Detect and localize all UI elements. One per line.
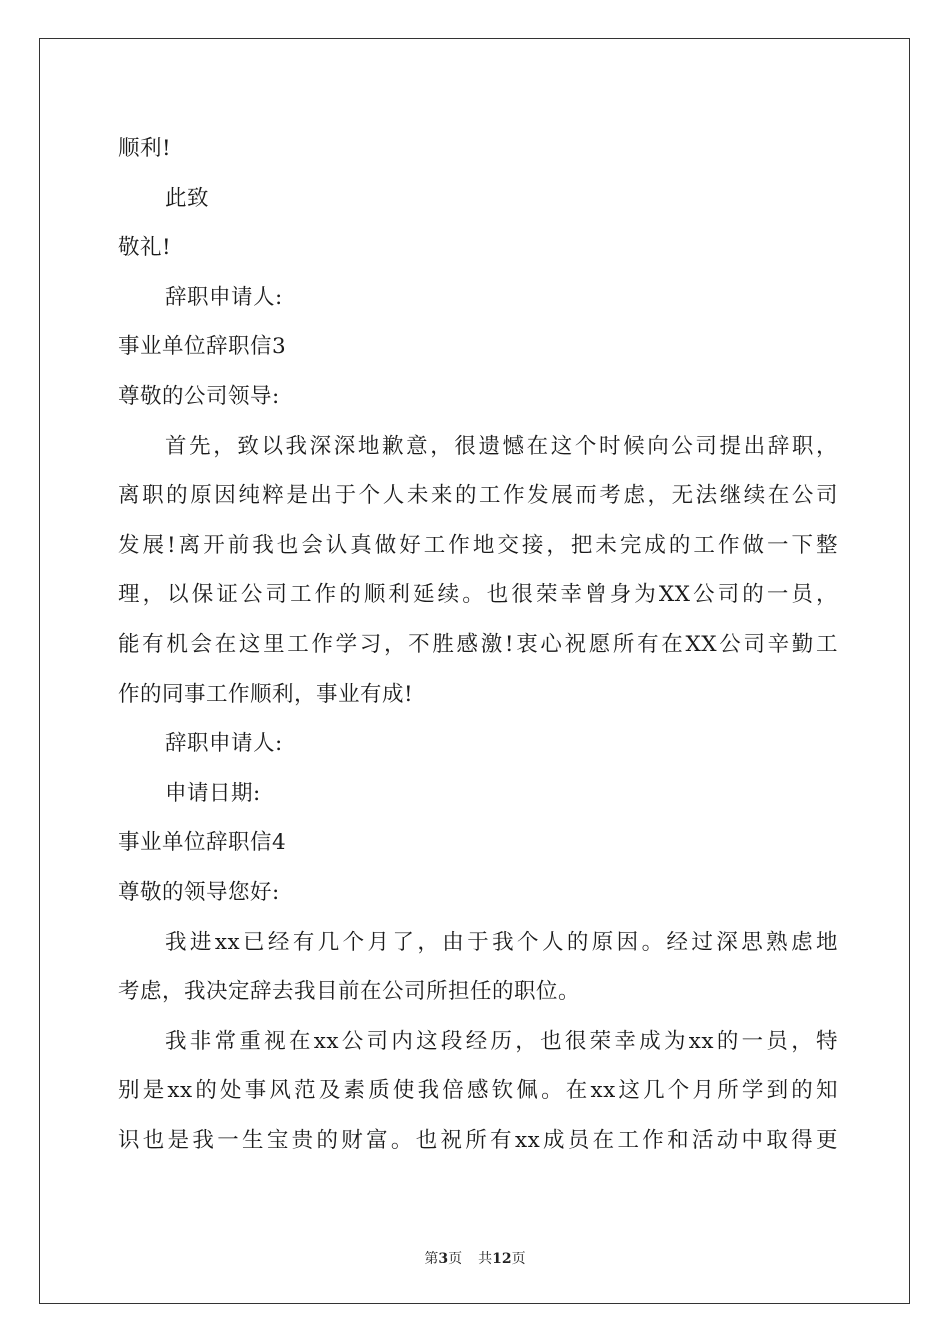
text-line: 首先，致以我深深地歉意，很遗憾在这个时候向公司提出辞职， xyxy=(165,433,838,459)
text-line: 我进xx已经有几个月了，由于我个人的原因。经过深思熟虑地 xyxy=(165,929,838,955)
text-line: 别是xx的处事风范及素质使我倍感钦佩。在xx这几个月所学到的知 xyxy=(118,1078,838,1104)
text-line: 离职的原因纯粹是出于个人未来的工作发展而考虑，无法继续在公司 xyxy=(118,483,838,509)
salutation: 尊敬的公司领导: xyxy=(118,383,280,409)
total-page-count: 12 xyxy=(492,1251,512,1267)
page-prefix: 第 xyxy=(424,1251,439,1267)
text-line: 考虑，我决定辞去我目前在公司所担任的职位。 xyxy=(118,979,581,1005)
text-line: 顺利! xyxy=(118,136,172,161)
text-line: 作的同事工作顺利，事业有成! xyxy=(118,681,414,707)
document-body xyxy=(118,124,838,1165)
text-line: 能有机会在这里工作学习，不胜感激!衷心祝愿所有在XX公司辛勤工 xyxy=(118,631,838,657)
page-suffix: 页 xyxy=(448,1251,463,1267)
current-page-number: 3 xyxy=(438,1251,449,1267)
text-line: 辞职申请人: xyxy=(165,731,283,757)
text-line: 敬礼! xyxy=(118,235,172,261)
text-line: 识也是我一生宝贵的财富。也祝所有xx成员在工作和活动中取得更 xyxy=(118,1127,838,1153)
salutation: 尊敬的领导您好: xyxy=(118,879,280,905)
total-prefix: 共 xyxy=(478,1251,493,1267)
section-heading: 事业单位辞职信3 xyxy=(118,334,287,360)
text-line: 发展!离开前我也会认真做好工作地交接，把未完成的工作做一下整 xyxy=(118,532,838,558)
total-suffix: 页 xyxy=(511,1251,526,1267)
text-line: 我非常重视在xx公司内这段经历，也很荣幸成为xx的一员，特 xyxy=(165,1028,838,1054)
text-line: 申请日期: xyxy=(165,780,261,806)
section-heading: 事业单位辞职信4 xyxy=(118,830,287,856)
page-footer xyxy=(0,1248,950,1268)
text-line: 理，以保证公司工作的顺利延续。也很荣幸曾身为XX公司的一员， xyxy=(118,582,838,608)
text-line: 辞职申请人: xyxy=(165,284,283,310)
text-line: 此致 xyxy=(165,185,210,211)
